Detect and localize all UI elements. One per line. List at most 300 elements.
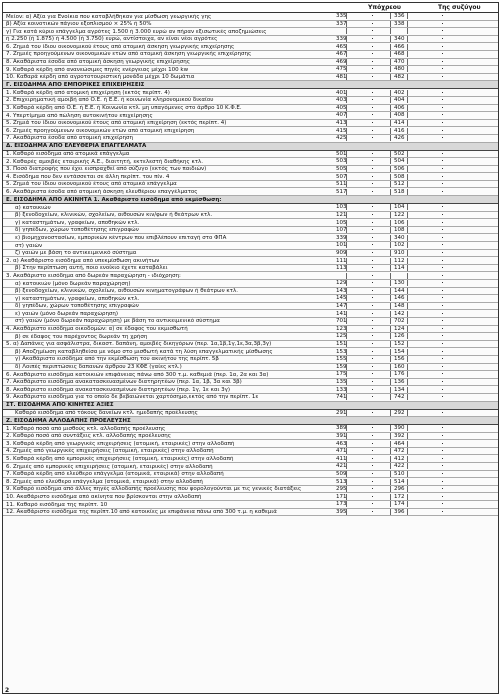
taxpayer-amount-field[interactable]: [346, 318, 391, 324]
form-row: [3, 310, 498, 318]
spouse-amount-field[interactable]: [407, 212, 497, 218]
spouse-amount-field[interactable]: [407, 21, 497, 27]
taxpayer-amount-field[interactable]: [346, 371, 391, 377]
taxpayer-amount-field[interactable]: [346, 509, 391, 515]
spouse-amount-field[interactable]: [407, 303, 497, 309]
taxpayer-amount-field[interactable]: [346, 288, 391, 294]
spouse-code: 426: [394, 135, 405, 142]
form-row: [3, 272, 498, 280]
row-label: Ζ. ΕΙΣΟΔΗΜΑ ΑΛΛΟΔΑΠΗΣ ΠΡΟΕΛΕΥΣΗΣ: [6, 417, 131, 424]
spouse-amount-field[interactable]: [407, 13, 497, 19]
spouse-amount-field[interactable]: [407, 265, 497, 271]
spouse-amount-field[interactable]: [407, 509, 497, 515]
taxpayer-code: 513: [336, 478, 347, 485]
section-header: [3, 196, 498, 204]
spouse-amount-field[interactable]: [407, 105, 497, 111]
spouse-amount-field[interactable]: [407, 97, 497, 103]
taxpayer-amount-field[interactable]: [346, 410, 391, 416]
row-label: ε) γαιών (μόνο δωρεάν παραχώρηση): [15, 310, 119, 317]
taxpayer-amount-field[interactable]: [346, 425, 391, 431]
taxpayer-code: 147: [336, 303, 347, 310]
taxpayer-amount-field[interactable]: [346, 36, 391, 42]
spouse-amount-field[interactable]: [407, 425, 497, 431]
taxpayer-code: 421: [336, 463, 347, 470]
taxpayer-amount-field[interactable]: [346, 333, 391, 339]
spouse-amount-field[interactable]: [407, 36, 497, 42]
taxpayer-amount-field[interactable]: [346, 242, 391, 248]
spouse-amount-field[interactable]: [407, 135, 497, 141]
spouse-amount-field[interactable]: [407, 371, 497, 377]
taxpayer-code: 339: [336, 234, 347, 241]
taxpayer-code: 151: [336, 341, 347, 348]
row-label: Καθαρό εισόδημα από τόκους δανείων κτλ. ημεδαπής προέλευσης: [15, 410, 198, 416]
spouse-amount-field[interactable]: [407, 74, 497, 80]
form-row: [3, 394, 498, 402]
taxpayer-amount-field[interactable]: [346, 128, 391, 134]
taxpayer-code: 701: [336, 318, 347, 325]
form-row: [3, 356, 498, 364]
spouse-amount-field[interactable]: [407, 112, 497, 118]
taxpayer-code: 471: [336, 448, 347, 455]
taxpayer-code: 141: [336, 310, 347, 317]
spouse-amount-field[interactable]: [407, 44, 497, 50]
spouse-amount-field[interactable]: [407, 273, 497, 279]
row-label: 2. Καθαρό ποσό από συντάξεις κτλ. αλλοδαπής προέλευσης: [6, 433, 172, 440]
taxpayer-amount-field[interactable]: [346, 66, 391, 72]
taxpayer-code: 143: [336, 287, 347, 294]
taxpayer-amount-field[interactable]: [346, 326, 391, 332]
spouse-amount-field[interactable]: [407, 128, 497, 134]
taxpayer-amount-field[interactable]: [346, 273, 391, 279]
taxpayer-code: 413: [336, 120, 347, 127]
taxpayer-code: 339: [336, 36, 347, 43]
spouse-code: 176: [394, 371, 405, 378]
taxpayer-code: 909: [336, 249, 347, 256]
spouse-amount-field[interactable]: [407, 349, 497, 355]
spouse-code: 422: [394, 463, 405, 470]
spouse-amount-field[interactable]: [407, 235, 497, 241]
taxpayer-amount-field[interactable]: [346, 151, 391, 157]
row-label: 1. Καθαρό εισόδημα από ατομικά επάγγελμα: [6, 151, 130, 157]
taxpayer-code: 469: [336, 58, 347, 65]
spouse-amount-field[interactable]: [407, 242, 497, 248]
form-row: [3, 36, 498, 44]
row-label: 11. Καθαρό εισόδημα της περίπτ. 10: [6, 501, 108, 508]
spouse-amount-field[interactable]: [407, 258, 497, 264]
spouse-amount-field[interactable]: [407, 120, 497, 126]
taxpayer-column-label: Υπόχρεου: [368, 4, 401, 11]
section-header: [3, 402, 498, 410]
form-row: [3, 433, 498, 441]
taxpayer-code: 467: [336, 51, 347, 58]
spouse-code: 124: [394, 325, 405, 332]
spouse-amount-field[interactable]: [407, 379, 497, 385]
taxpayer-amount-field[interactable]: [346, 189, 391, 195]
row-label: 6. Ζημιές προηγούμενων οικονομικών ετών από ατομική επιχείρηση: [6, 127, 195, 134]
taxpayer-amount-field[interactable]: [346, 448, 391, 454]
spouse-amount-field[interactable]: [407, 387, 497, 393]
taxpayer-amount-field[interactable]: [346, 174, 391, 180]
form-row: [3, 66, 498, 74]
spouse-amount-field[interactable]: [407, 189, 497, 195]
taxpayer-code: 481: [336, 74, 347, 81]
row-label: στ) γαιών (μόνο δωρεάν παραχώρηση) με βάση το αντικειμενικό σύστημα: [15, 318, 220, 325]
spouse-amount-field[interactable]: [407, 158, 497, 164]
row-label: 8. Ακαθάριστα έσοδα από ατομική άσκηση γεωργικής επιχείρησης: [6, 59, 190, 66]
taxpayer-amount-field[interactable]: [346, 135, 391, 141]
taxpayer-code: 107: [336, 227, 347, 234]
row-label: 5. Ζημιά του ίδιου οικονομικού έτους από ατομικό επάγγελμα: [6, 181, 177, 188]
taxpayer-code: 113: [336, 265, 347, 272]
spouse-amount-field[interactable]: [407, 441, 497, 447]
spouse-code: 482: [394, 74, 405, 81]
spouse-code: 340: [394, 234, 405, 241]
form-row: [3, 509, 498, 517]
spouse-code: 106: [394, 219, 405, 226]
taxpayer-amount-field[interactable]: [346, 494, 391, 500]
form-row: [3, 471, 498, 479]
spouse-code: 510: [394, 470, 405, 477]
taxpayer-code: 337: [336, 20, 347, 27]
spouse-code: 466: [394, 43, 405, 50]
spouse-code: 414: [394, 120, 405, 127]
spouse-amount-field[interactable]: [407, 59, 497, 65]
form-row: [3, 280, 498, 288]
form-row: [3, 59, 498, 67]
form-row: [3, 493, 498, 501]
taxpayer-code: 415: [336, 127, 347, 134]
taxpayer-amount-field[interactable]: [346, 90, 391, 96]
taxpayer-amount-field[interactable]: [346, 311, 391, 317]
taxpayer-amount-field[interactable]: [346, 501, 391, 507]
taxpayer-code: 145: [336, 295, 347, 302]
taxpayer-amount-field[interactable]: [346, 28, 391, 34]
form-row: [3, 410, 498, 418]
taxpayer-amount-field[interactable]: [346, 220, 391, 226]
spouse-amount-field[interactable]: [407, 394, 497, 400]
form-row: [3, 158, 498, 166]
row-label: 3. Ακαθάριστο εισόδημα από δωρεάν παραχώρηση - ιδιόχρηση:: [6, 272, 181, 279]
form-row: [3, 318, 498, 326]
form-row: [3, 173, 498, 181]
row-label: 10. Καθαρά κέρδη από αγροτοτουριστική μονάδα μέχρι 10 δωμάτια: [6, 74, 195, 81]
row-label: 7. Ζημιές προηγούμενων οικονομικών ετών από ατομική άσκηση γεωργικής επιχείρησης: [6, 51, 252, 58]
spouse-code: 142: [394, 310, 405, 317]
spouse-amount-field[interactable]: [407, 295, 497, 301]
spouse-amount-field[interactable]: [407, 311, 497, 317]
row-label: 10. Ακαθάριστο εισόδημα από ακίνητα που βρίσκονται στην αλλοδαπή: [6, 493, 202, 500]
taxpayer-amount-field[interactable]: [346, 387, 391, 393]
form-row: [3, 188, 498, 196]
taxpayer-amount-field[interactable]: [346, 295, 391, 301]
row-label: στ) γαιών: [15, 242, 43, 249]
spouse-amount-field[interactable]: [407, 318, 497, 324]
taxpayer-amount-field[interactable]: [346, 158, 391, 164]
row-label: 6. Ζημιές από εμπορικές επιχειρήσεις (ατομική, εταιρικές) στην αλλοδαπή: [6, 463, 213, 470]
form-row: [3, 166, 498, 174]
spouse-code: 402: [394, 89, 405, 96]
taxpayer-code: 401: [336, 89, 347, 96]
spouse-code: 390: [394, 425, 405, 432]
spouse-code: 506: [394, 165, 405, 172]
form-row: [3, 303, 498, 311]
spouse-amount-field[interactable]: [407, 204, 497, 210]
spouse-amount-field[interactable]: [407, 356, 497, 362]
row-label: β) ξενοδοχείων, κλινικών, σχολείων, αιθουσών κιν/φων ή θεάτρων κτλ.: [15, 212, 213, 219]
row-label: 2. Καθαρές αμοιβές εταιρικής Α.Ε., διαιτητή, εκτελεστή διαθήκης κτλ.: [6, 158, 204, 165]
row-label: β) Αξία κοινοτικών πάγιου εξοπλισμού × 25% ή 50%: [6, 21, 152, 28]
row-label: ζ) γαιών με βάση το αντικειμενικό σύστημα: [15, 250, 137, 257]
row-label: ή 2.250 (ή 1.875) ή 4.500 (ή 3.750) ευρώ, αντίστοιχα, αν είναι νέοι αγρότες: [6, 36, 218, 43]
spouse-code: 152: [394, 341, 405, 348]
taxpayer-amount-field[interactable]: [346, 303, 391, 309]
spouse-code: 910: [394, 249, 405, 256]
spouse-code: 172: [394, 493, 405, 500]
taxpayer-amount-field[interactable]: [346, 51, 391, 57]
taxpayer-amount-field[interactable]: [346, 227, 391, 233]
taxpayer-code: 121: [336, 211, 347, 218]
taxpayer-amount-field[interactable]: [346, 250, 391, 256]
form-row: [3, 478, 498, 486]
row-label: γ) καταστημάτων, γραφείων, αποθηκών κτλ.: [15, 295, 140, 302]
taxpayer-code: 125: [336, 333, 347, 340]
spouse-code: 136: [394, 379, 405, 386]
taxpayer-code: 411: [336, 455, 347, 462]
spouse-code: 412: [394, 455, 405, 462]
section-header: [3, 81, 498, 89]
spouse-code: 468: [394, 51, 405, 58]
taxpayer-amount-field[interactable]: [346, 356, 391, 362]
taxpayer-code: 105: [336, 219, 347, 226]
spouse-code: 408: [394, 112, 405, 119]
taxpayer-amount-field[interactable]: [346, 120, 391, 126]
spouse-code: 336: [394, 13, 405, 20]
row-label: 5. α) Δαπάνες για ασφάλιστρα, δικαστ. δαπάνη, αμοιβές δικηγόρων (περ. 1α,1β,1γ,1ε,3α,3β,3γ): [6, 341, 272, 348]
taxpayer-amount-field[interactable]: [346, 181, 391, 187]
taxpayer-code: 465: [336, 43, 347, 50]
taxpayer-code: 123: [336, 325, 347, 332]
taxpayer-code: 391: [336, 432, 347, 439]
taxpayer-amount-field[interactable]: [346, 112, 391, 118]
row-label: α) κατοικιών: [15, 204, 51, 211]
taxpayer-amount-field[interactable]: [346, 235, 391, 241]
taxpayer-amount-field[interactable]: [346, 97, 391, 103]
spouse-code: 156: [394, 356, 405, 363]
taxpayer-amount-field[interactable]: [346, 258, 391, 264]
spouse-column-label: Της συζύγου: [438, 4, 481, 11]
form-row: [3, 21, 498, 29]
spouse-code: 160: [394, 363, 405, 370]
spouse-code: 126: [394, 333, 405, 340]
spouse-code: 742: [394, 394, 405, 401]
row-label: 12. Ακαθάριστο εισόδημα της περίπτ.10 από κατοικίες με επιφάνεια πάνω από 300 τ.μ. η καθεμιά: [6, 509, 277, 516]
spouse-code: 338: [394, 20, 405, 27]
spouse-code: 480: [394, 66, 405, 73]
taxpayer-amount-field[interactable]: [346, 74, 391, 80]
spouse-code: 122: [394, 211, 405, 218]
spouse-code: 146: [394, 295, 405, 302]
row-label: 5. Ζημιά του ίδιου οικονομικού έτους από ατομική επιχείρηση (εκτός περίπτ. 4): [6, 120, 227, 127]
row-label: δ) γηπέδων, χώρων τοποθέτησης επιγραφών: [15, 303, 139, 310]
taxpayer-code: 403: [336, 97, 347, 104]
spouse-amount-field[interactable]: [407, 90, 497, 96]
spouse-amount-field[interactable]: [407, 250, 497, 256]
taxpayer-code: 175: [336, 371, 347, 378]
taxpayer-amount-field[interactable]: [346, 486, 391, 492]
spouse-code: 144: [394, 287, 405, 294]
taxpayer-amount-field[interactable]: [346, 456, 391, 462]
spouse-code: 514: [394, 478, 405, 485]
taxpayer-amount-field[interactable]: [346, 13, 391, 19]
spouse-amount-field[interactable]: [407, 501, 497, 507]
taxpayer-amount-field[interactable]: [346, 379, 391, 385]
taxpayer-amount-field[interactable]: [346, 166, 391, 172]
spouse-amount-field[interactable]: [407, 448, 497, 454]
row-label: β) Αποζημίωση καταβληθείσα με νόμο στο μισθωτή κατά τη λύση επαγγελματικής μίσθωσης: [15, 348, 273, 355]
form-row: [3, 364, 498, 372]
taxpayer-amount-field[interactable]: [346, 349, 391, 355]
form-row: [3, 181, 498, 189]
taxpayer-code: 171: [336, 493, 347, 500]
row-label: 3. Καθαρά κέρδη από Ο.Ε. ή Ε.Ε. ή Κοινωνία κτλ. μη υπαγόμενες στο άρθρο 10 Κ.Φ.Ε.: [6, 105, 242, 112]
spouse-code: 104: [394, 204, 405, 211]
row-label: Γ. ΕΙΣΟΔΗΜΑ ΑΠΟ ΕΜΠΟΡΙΚΕΣ ΕΠΙΧΕΙΡΗΣΕΙΣ: [6, 81, 145, 88]
row-label: Μείον: α) Αξία για Ενοίκια που καταβλήθηκαν για μίσθωση γεωργικής γης: [6, 13, 212, 20]
row-label: 1. Καθαρό ποσό από μισθούς κτλ. αλλοδαπής προέλευσης: [6, 425, 166, 432]
spouse-amount-field[interactable]: [407, 166, 497, 172]
form-row: [3, 288, 498, 296]
spouse-amount-field[interactable]: [407, 51, 497, 57]
taxpayer-code: 153: [336, 348, 347, 355]
spouse-amount-field[interactable]: [407, 333, 497, 339]
taxpayer-code: 505: [336, 165, 347, 172]
taxpayer-amount-field[interactable]: [346, 280, 391, 286]
taxpayer-amount-field[interactable]: [346, 21, 391, 27]
form-row: [3, 257, 498, 265]
taxpayer-amount-field[interactable]: [346, 441, 391, 447]
spouse-amount-field[interactable]: [407, 494, 497, 500]
spouse-code: 508: [394, 173, 405, 180]
spouse-amount-field[interactable]: [407, 433, 497, 439]
spouse-amount-field[interactable]: [407, 66, 497, 72]
form-row: [3, 219, 498, 227]
taxpayer-code: 509: [336, 470, 347, 477]
form-row: [3, 204, 498, 212]
taxpayer-amount-field[interactable]: [346, 479, 391, 485]
row-label: δ) Λοιπές περιπτώσεις δαπανών άρθρου 23 ΚΦΕ (γαίες κτλ.): [15, 364, 182, 371]
row-label: β) ξενοδοχείων, κλινικών, σχολείων, αιθουσών κινηματογράφων ή θεάτρων κτλ.: [15, 288, 238, 295]
spouse-amount-field[interactable]: [407, 479, 497, 485]
row-label: Δ. ΕΙΣΟΔΗΜΑ ΑΠΟ ΕΛΕΥΘΕΡΙΑ ΕΠΑΓΓΕΛΜΑΤΑ: [6, 143, 147, 149]
taxpayer-amount-field[interactable]: [346, 59, 391, 65]
form-row: [3, 348, 498, 356]
taxpayer-code: 159: [336, 363, 347, 370]
spouse-amount-field[interactable]: [407, 486, 497, 492]
spouse-amount-field[interactable]: [407, 227, 497, 233]
spouse-amount-field[interactable]: [407, 280, 497, 286]
row-label: γ) Ακαθάριστο εισόδημα από την εκμίσθωση του ακινήτου της περίπτ. 5β: [15, 356, 219, 363]
form-row: [3, 120, 498, 128]
spouse-amount-field[interactable]: [407, 288, 497, 294]
spouse-code: 512: [394, 181, 405, 188]
spouse-amount-field[interactable]: [407, 456, 497, 462]
form-row: [3, 227, 498, 235]
taxpayer-code: 103: [336, 204, 347, 211]
row-label: 9. Ακαθάριστο εισόδημα για το οποίο δε βεβαιώνεται χαρτόσημο,εκτός από την περίπτ. 1ε: [6, 394, 259, 401]
taxpayer-amount-field[interactable]: [346, 265, 391, 271]
spouse-amount-field[interactable]: [407, 471, 497, 477]
row-label: Ε. ΕΙΣΟΔΗΜΑ ΑΠΟ ΑΚΙΝΗΤΑ 1. Ακαθάριστο εισόδημα από εκμίσθωση:: [6, 196, 222, 203]
spouse-code: 470: [394, 58, 405, 65]
form-row: [3, 448, 498, 456]
spouse-code: 392: [394, 432, 405, 439]
row-label: 6. Ζημιά του ίδιου οικονομικού έτους από ατομική άσκηση γεωργικής επιχείρησης: [6, 43, 235, 50]
row-label: δ) γηπέδων, χώρων τοποθέτησης επιγραφών: [15, 227, 139, 234]
taxpayer-amount-field[interactable]: [346, 341, 391, 347]
taxpayer-amount-field[interactable]: [346, 204, 391, 210]
tax-form-page: [2, 2, 499, 694]
spouse-amount-field[interactable]: [407, 463, 497, 469]
taxpayer-amount-field[interactable]: [346, 471, 391, 477]
row-label: 7. Ακαθάριστα έσοδα από ατομική επιχείρηση: [6, 135, 133, 142]
form-row: [3, 371, 498, 379]
row-label: γ) Για κατά κύριο επάγγελμα αγρότες 1.500 ή 3.000 ευρώ αν πήραν εξισωτικές αποζημιώσεις: [6, 28, 267, 35]
spouse-amount-field[interactable]: [407, 28, 497, 34]
taxpayer-amount-field[interactable]: [346, 364, 391, 370]
taxpayer-amount-field[interactable]: [346, 394, 391, 400]
spouse-code: 404: [394, 97, 405, 104]
spouse-amount-field[interactable]: [407, 174, 497, 180]
spouse-code: 130: [394, 280, 405, 287]
taxpayer-amount-field[interactable]: [346, 212, 391, 218]
form-row: [3, 151, 498, 159]
taxpayer-code: 291: [336, 409, 347, 416]
spouse-amount-field[interactable]: [407, 410, 497, 416]
row-label: ΣΤ. ΕΙΣΟΔΗΜΑ ΑΠΟ ΚΙΝΗΤΕΣ ΑΞΙΕΣ: [6, 402, 114, 408]
row-label: α) κατοικιών (μόνο δωρεάν παραχώρηση): [15, 280, 131, 287]
form-row: [3, 112, 498, 120]
taxpayer-code: 389: [336, 425, 347, 432]
taxpayer-amount-field[interactable]: [346, 105, 391, 111]
spouse-amount-field[interactable]: [407, 341, 497, 347]
taxpayer-amount-field[interactable]: [346, 433, 391, 439]
spouse-amount-field[interactable]: [407, 220, 497, 226]
form-row: [3, 501, 498, 509]
spouse-code: 174: [394, 501, 405, 508]
taxpayer-code: 101: [336, 242, 347, 249]
taxpayer-amount-field[interactable]: [346, 44, 391, 50]
spouse-amount-field[interactable]: [407, 326, 497, 332]
taxpayer-code: 111: [336, 257, 347, 264]
row-label: 6. Ακαθάριστα έσοδα από ατομική άσκηση ελευθέριου επαγγέλματος: [6, 188, 198, 195]
spouse-code: 518: [394, 188, 405, 195]
form-row: [3, 242, 498, 250]
form-row: [3, 135, 498, 143]
taxpayer-code: 503: [336, 158, 347, 165]
taxpayer-code: 133: [336, 386, 347, 393]
row-label: 7. Καθαρά κέρδη από ελεύθερο επάγγελμα (ατομικά, εταιρικά) στην αλλοδαπή: [6, 471, 224, 478]
row-label: 5. Καθαρά κέρδη από εμπορικές επιχειρήσεις (ατομική, εταιρικές) στην αλλοδαπή: [6, 455, 234, 462]
row-label: 9. Καθαρά κέρδη από ανανεώσιμες πηγές ενέργειας μέχρι 100 kw: [6, 66, 189, 73]
spouse-code: 464: [394, 440, 405, 447]
taxpayer-code: 501: [336, 150, 347, 157]
spouse-amount-field[interactable]: [407, 364, 497, 370]
taxpayer-amount-field[interactable]: [346, 463, 391, 469]
form-rows: [3, 13, 498, 516]
spouse-amount-field[interactable]: [407, 181, 497, 187]
spouse-amount-field[interactable]: [407, 151, 497, 157]
form-row: [3, 379, 498, 387]
